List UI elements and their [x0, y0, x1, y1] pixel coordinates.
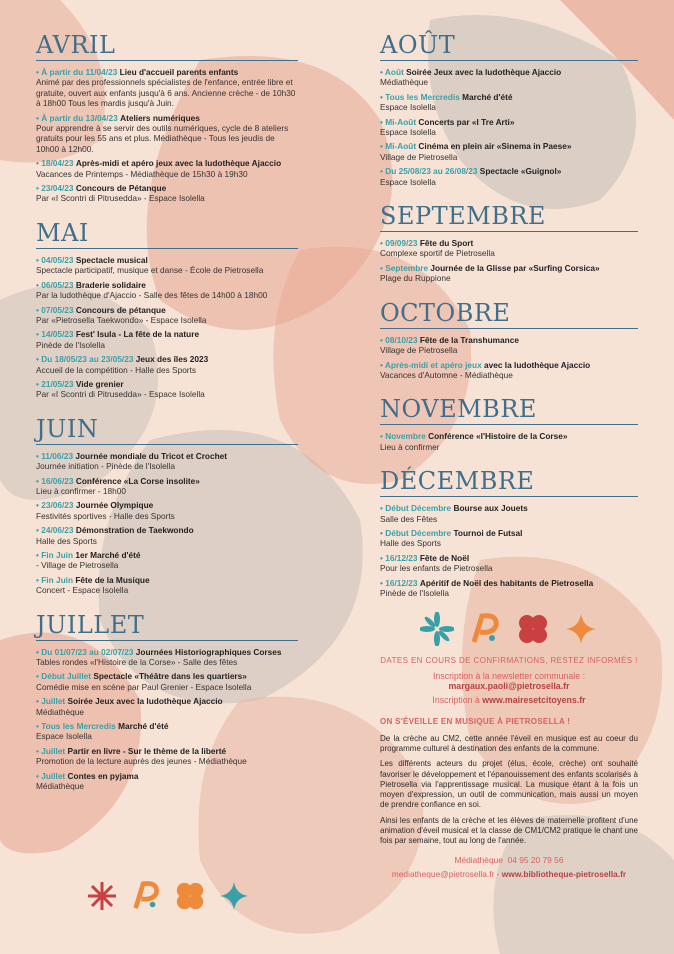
left-column: [36, 30, 298, 806]
event-title: Marché d'été: [118, 721, 169, 732]
sparkle-icon: [564, 612, 598, 646]
event-date: • Novembre: [380, 431, 426, 441]
month-section: [36, 30, 298, 204]
event-title: Fête de Noël: [419, 552, 470, 563]
event-title: Conférence «La Corse insolite»: [75, 475, 200, 486]
event-description: Pinède de l'Isolella: [380, 587, 449, 598]
event-title: Après-midi et apéro jeux avec la ludothèque Ajaccio: [75, 158, 282, 169]
event-item: [380, 67, 638, 88]
event-title: Journée Olympique: [75, 500, 154, 511]
event-item: [380, 553, 638, 574]
event-item: [36, 525, 298, 546]
event-date: • Mi-Août: [380, 117, 416, 127]
event-item: [36, 550, 298, 571]
month-heading: AOÛT: [380, 30, 638, 61]
month-section: [380, 394, 638, 452]
event-item: [380, 335, 638, 356]
music-paragraph-1: De la crèche au CM2, cette année l'éveil en musique est au coeur du programme culturel à destination des enfants de la commune.: [380, 733, 638, 753]
event-title: Partir en livre - Sur le thème de la liberté: [67, 745, 227, 756]
event-description: Espace Isolella: [380, 176, 436, 187]
event-description: Salle des Fêtes: [380, 513, 438, 524]
event-date: • Début Décembre: [380, 528, 451, 538]
event-title: Fête du Sport: [419, 238, 474, 249]
event-item: [36, 183, 298, 204]
event-item: [380, 528, 638, 549]
event-date: • Tous les Mercredis: [380, 92, 460, 102]
event-date: • 07/05/23: [36, 305, 74, 315]
contact-phone: 04 95 20 79 56: [507, 854, 564, 865]
event-item: [36, 696, 298, 717]
event-description: Promotion de la lecture auprès des jeunes - Médiathèque: [36, 756, 247, 767]
event-item: [36, 305, 298, 326]
event-item: [380, 166, 638, 187]
sparkle-icon-left: [218, 880, 250, 912]
month-heading: OCTOBRE: [380, 298, 638, 329]
event-description: Lieu à confirmer - 18h00: [36, 485, 126, 496]
event-title: Journée de la Glisse par «Surfing Corsica»: [430, 262, 600, 273]
clover-icon-left: [174, 880, 206, 912]
event-description: Comédie mise en scène par Paul Grenier - Espace Isolella: [36, 681, 252, 692]
month-section: [36, 218, 298, 400]
p-logo-icon-left: [130, 880, 162, 912]
event-date: • Début Juillet: [36, 671, 91, 681]
event-description: Festivités sportives - Halle des Sports: [36, 510, 175, 521]
music-paragraph-2: Les différents acteurs du projet (élus, école, crèche) ont souhaité favoriser le développement et l'épanouissement des enfants scolarisés à Pietrosella via l'apprentissage musical. La musique étant à la fois un moyen d'expression, un outil de communication, mais aussi un moyen de prendre confiance en soi.: [380, 759, 638, 810]
event-item: [36, 671, 298, 692]
event-title: Apéritif de Noël des habitants de Pietrosella: [419, 577, 594, 588]
event-title: Fête de la Transhumance: [419, 334, 519, 345]
event-description: Halle des Sports: [36, 535, 97, 546]
event-description: Espace Isolella: [380, 102, 436, 113]
event-title: Tournoi de Futsal: [453, 527, 523, 538]
event-description: Concert - Espace Isolella: [36, 585, 129, 596]
event-description: Tables rondes «l'Histoire de la Corse» - Salle des fêtes: [36, 657, 238, 668]
event-date: • 16/06/23: [36, 476, 74, 486]
event-description: Halle des Sports: [380, 538, 441, 549]
event-date: • À partir du 13/04/23: [36, 113, 118, 123]
month-section: [380, 30, 638, 187]
event-description: Par «I Scontri di Pitrusedda» - Espace Isolella: [36, 389, 205, 400]
event-date: • Après-midi et apéro jeux: [380, 360, 482, 370]
event-date: • Tous les Mercredis: [36, 721, 116, 731]
event-item: [380, 92, 638, 113]
event-title: Fête de la Musique: [75, 574, 150, 585]
event-item: [36, 746, 298, 767]
inscription-url-link[interactable]: www.mairesetcitoyens.fr: [482, 695, 586, 706]
event-item: [36, 379, 298, 400]
event-description: Plage du Ruppione: [380, 273, 451, 284]
event-date: • Fin Juin: [36, 550, 73, 560]
event-date: • 16/12/23: [380, 578, 418, 588]
confirmation-notice: [380, 656, 638, 705]
event-title: Spectacle «Guignol»: [479, 166, 562, 177]
event-description: Médiathèque: [36, 781, 84, 792]
event-title: Concerts par «I Tre Arti»: [418, 116, 515, 127]
month-heading: JUIN: [36, 414, 298, 445]
right-column: [380, 30, 638, 881]
event-date: • 11/06/23: [36, 451, 73, 461]
event-title: Ateliers numériques: [120, 112, 200, 123]
month-section: [36, 414, 298, 596]
event-date: • Juillet: [36, 771, 65, 781]
event-title: Concours de Pétanque: [75, 183, 167, 194]
event-date: • Août: [380, 67, 404, 77]
event-title: Bourse aux Jouets: [453, 503, 528, 514]
event-date: • Juillet: [36, 696, 65, 706]
event-date: • 08/10/23: [380, 335, 418, 345]
event-item: [36, 771, 298, 792]
event-title: 1er Marché d'été: [75, 550, 141, 560]
logo-row-left: [86, 880, 250, 912]
event-item: [380, 578, 638, 599]
event-date: • 16/12/23: [380, 553, 418, 563]
month-section: [380, 201, 638, 284]
event-item: [36, 67, 298, 109]
event-item: [36, 280, 298, 301]
month-heading: AVRIL: [36, 30, 298, 61]
event-description: - Village de Pietrosella: [36, 560, 119, 571]
event-description: Pour apprendre à se servir des outils numériques, cycle de 8 ateliers gratuits pour les 55 ans et plus. Médiathèque - Tous les jeudis de 10h00 à 12h00.: [36, 123, 289, 154]
event-date: • 21/05/23: [36, 379, 74, 389]
event-item: [36, 647, 298, 668]
event-date: • Juillet: [36, 746, 65, 756]
event-date: • 18/04/23: [36, 158, 74, 168]
event-title: Lieu d'accueil parents enfants: [119, 67, 239, 77]
event-title: avec la ludothèque Ajaccio: [484, 359, 591, 370]
event-title: Conférence «l'Histoire de la Corse»: [428, 431, 568, 442]
event-date: • 06/05/23: [36, 280, 74, 290]
event-description: Accueil de la compétition - Halle des Sports: [36, 364, 197, 375]
event-description: Vacances d'Automne - Médiathèque: [380, 369, 513, 380]
event-date: • 24/06/23: [36, 525, 74, 535]
event-item: [36, 354, 298, 375]
event-date: • Septembre: [380, 263, 428, 273]
event-title: Concours de pétanque: [75, 304, 166, 315]
p-logo-icon: [468, 612, 502, 646]
event-item: [36, 158, 298, 179]
event-description: Médiathèque: [36, 706, 84, 717]
event-title: Journées Historiographiques Corses: [135, 646, 282, 657]
music-title: ON S'ÉVEILLE EN MUSIQUE À PIETROSELLA !: [380, 717, 571, 727]
event-item: [36, 476, 298, 497]
newsletter-label: Inscription à la newsletter communale :: [432, 671, 586, 682]
event-date: • 14/05/23: [36, 329, 74, 339]
month-section: [380, 298, 638, 381]
event-title: Jeux des îles 2023: [135, 354, 209, 365]
event-title: Soirée Jeux avec la ludothèque Ajaccio: [406, 67, 562, 77]
event-description: Lieu à confirmer: [380, 441, 440, 452]
event-title: Vide grenier: [75, 378, 124, 389]
contact-block: [380, 853, 638, 881]
event-title: Soirée Jeux avec la ludothèque Ajaccio: [67, 696, 223, 707]
clover-icon: [516, 612, 550, 646]
newsletter-email-link[interactable]: margaux.paoli@pietrosella.fr: [448, 681, 570, 692]
event-item: [380, 117, 638, 138]
event-date: • Mi-Août: [380, 141, 416, 151]
flower-icon: [420, 612, 454, 646]
event-description: Pour les enfants de Pietrosella: [380, 563, 493, 574]
event-item: [380, 238, 638, 259]
month-heading: JUILLET: [36, 610, 298, 641]
event-date: • 04/05/23: [36, 255, 74, 265]
event-date: • Du 18/05/23 au 23/05/23: [36, 354, 133, 364]
event-item: [36, 500, 298, 521]
event-description: Par «Pietrosella Taekwondo» - Espace Isolella: [36, 314, 207, 325]
event-date: • Du 01/07/23 au 02/07/23: [36, 647, 133, 657]
month-section: [380, 466, 638, 598]
event-title: Spectacle musical: [75, 254, 148, 265]
event-description: Par «I Scontri di Pitrusedda» - Espace Isolella: [36, 193, 205, 204]
event-item: [36, 255, 298, 276]
event-item: [36, 575, 298, 596]
event-item: [36, 451, 298, 472]
event-description: Médiathèque: [380, 77, 428, 88]
event-title: Marché d'été: [462, 91, 513, 102]
music-section: [380, 717, 638, 846]
event-title: Braderie solidaire: [75, 279, 146, 290]
event-item: [380, 503, 638, 524]
month-heading: MAI: [36, 218, 298, 249]
inscription-label: Inscription à: [432, 695, 480, 706]
contact-email-link[interactable]: mediatheque@pietrosella.fr: [391, 868, 495, 879]
contact-separator: -: [496, 868, 500, 879]
event-description: Village de Pietrosella: [380, 345, 458, 356]
event-title: Fest' Isula - La fête de la nature: [75, 329, 200, 340]
logo-row-right: [380, 612, 638, 646]
month-section: [36, 610, 298, 792]
event-item: [380, 141, 638, 162]
event-description: Complexe sportif de Pietrosella: [380, 248, 495, 259]
event-date: • 23/04/23: [36, 183, 74, 193]
event-description: Pinède de l'Isolella: [36, 339, 105, 350]
event-description: Par la ludothèque d'Ajaccio - Salle des fêtes de 14h00 à 18h00: [36, 290, 268, 301]
event-item: [380, 263, 638, 284]
event-item: [36, 113, 298, 155]
event-description: Journée initiation - Pinède de l'Isolella: [36, 461, 176, 472]
event-title: Spectacle «Théâtre dans les quartiers»: [93, 671, 247, 682]
event-date: • 09/09/23: [380, 238, 418, 248]
event-date: • Fin Juin: [36, 575, 73, 585]
event-title: Cinéma en plein air «Sinema in Paese»: [418, 141, 572, 152]
contact-website-link[interactable]: www.bibliotheque-pietrosella.fr: [501, 868, 627, 879]
event-description: Vacances de Printemps - Médiathèque de 15h30 à 19h30: [36, 168, 248, 179]
event-description: Espace Isolella: [36, 731, 92, 742]
contact-label: Médiathèque: [454, 854, 503, 865]
event-description: Espace Isolella: [380, 127, 436, 138]
event-description: Animé par des professionnels spécialistes de l'enfance, entrée libre et gratuite, ouvert aux enfants jusqu'à 6 ans. Ancienne crèche - de 10h30 à 18h00 Tous les mardis jusqu'à Juin.: [36, 77, 296, 109]
music-paragraph-3: Ainsi les enfants de la crèche et les élèves de maternelle profitent d'une animation d'éveil musical et la classe de CM1/CM2 pratique le chant une fois par semaine, tout au long de l'année.: [380, 815, 638, 846]
event-date: • À partir du 11/04/23: [36, 67, 117, 77]
event-item: [36, 721, 298, 742]
event-title: Journée mondiale du Tricot et Crochet: [75, 450, 228, 461]
event-description: Village de Pietrosella: [380, 151, 458, 162]
event-date: • Du 25/08/23 au 26/08/23: [380, 166, 477, 176]
event-item: [36, 329, 298, 350]
event-description: Spectacle participatif, musique et danse - École de Pietrosella: [36, 265, 264, 276]
month-heading: DÉCEMBRE: [380, 466, 638, 497]
notice-heading: DATES EN COURS DE CONFIRMATIONS, RESTEZ INFORMÉS !: [380, 656, 638, 666]
event-title: Démonstration de Taekwondo: [75, 525, 194, 536]
event-item: [380, 431, 638, 452]
event-item: [380, 360, 638, 381]
event-date: • Début Décembre: [380, 503, 451, 513]
month-heading: NOVEMBRE: [380, 394, 638, 425]
event-title: Contes en pyjama: [67, 770, 139, 781]
starburst-icon: [86, 880, 118, 912]
event-date: • 23/06/23: [36, 500, 74, 510]
month-heading: SEPTEMBRE: [380, 201, 638, 232]
